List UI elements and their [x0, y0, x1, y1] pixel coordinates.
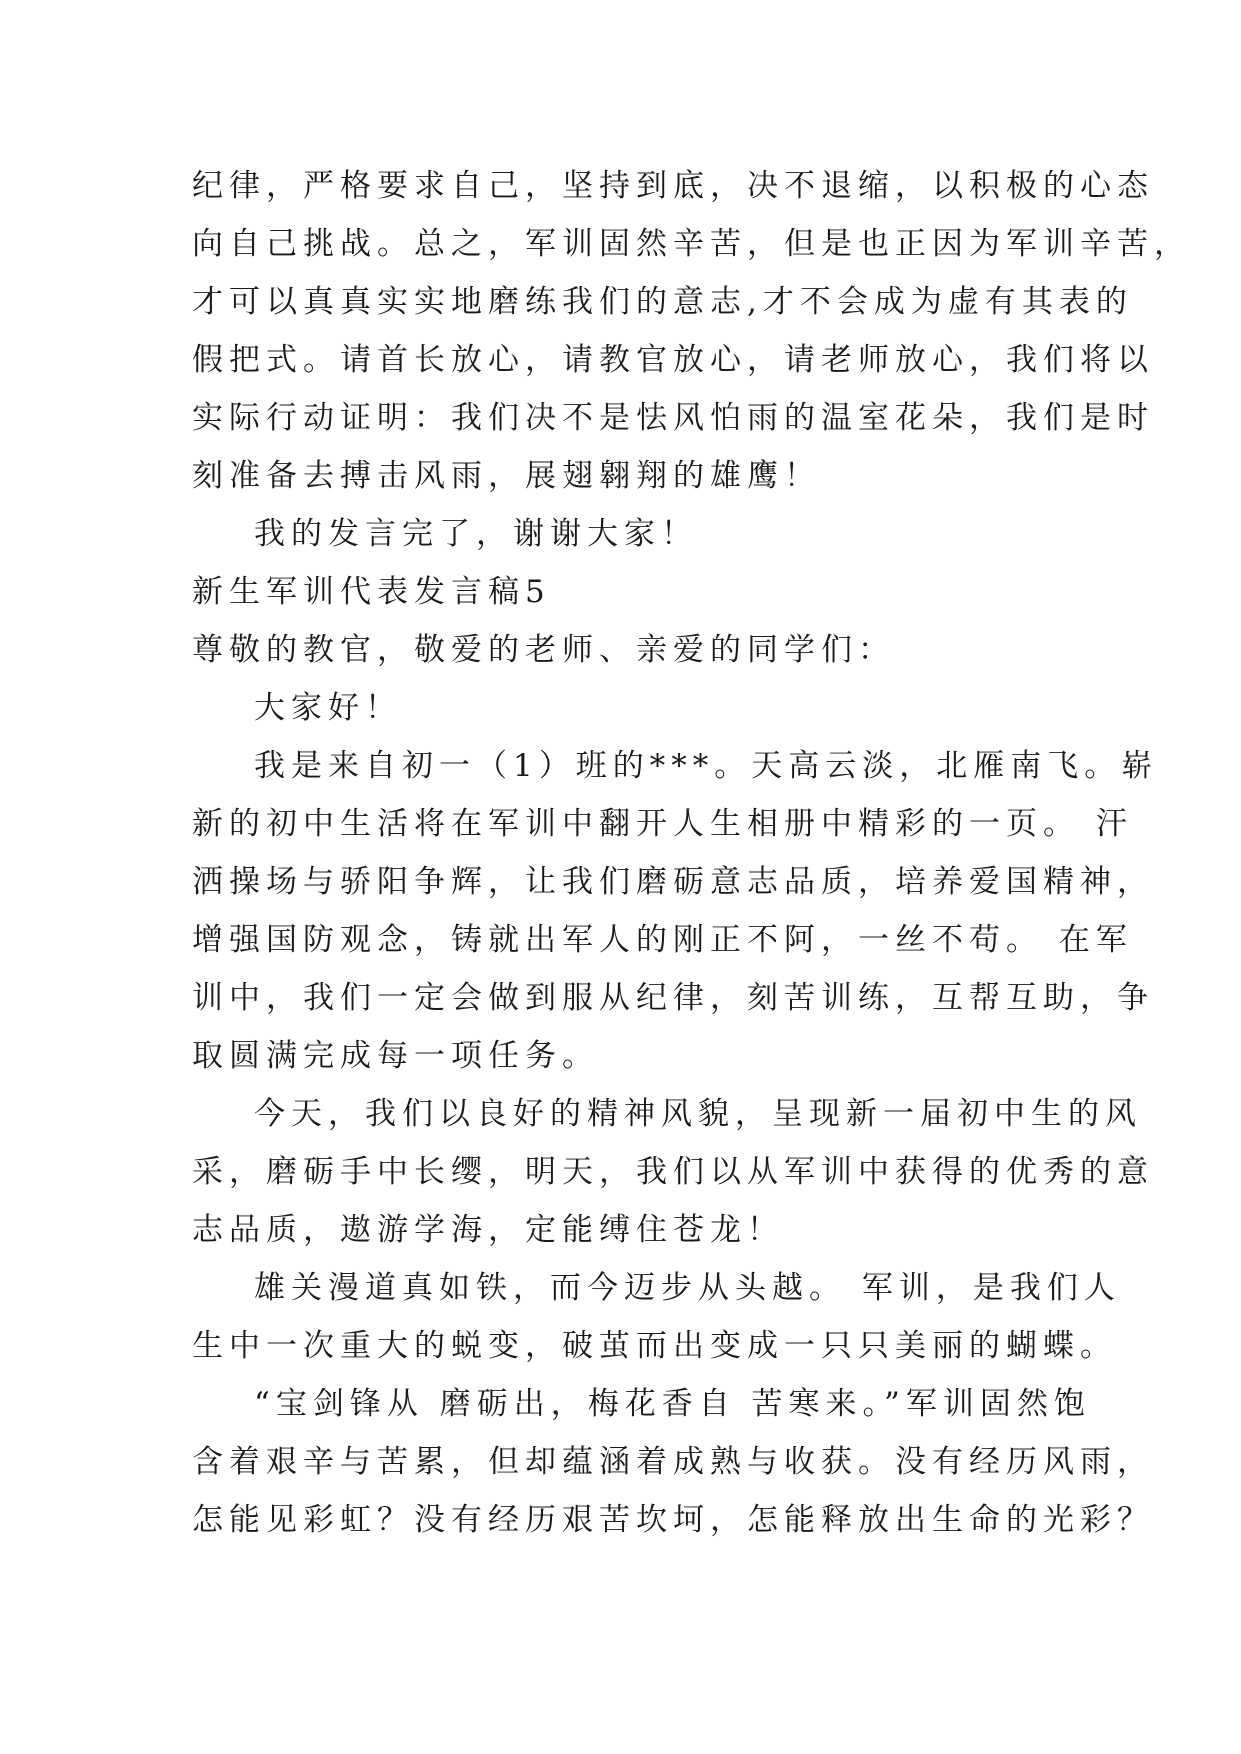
- text-line: 向自己挑战。总之，军训固然辛苦，但是也正因为军训辛苦，: [192, 226, 1191, 262]
- document-body: [192, 157, 1191, 1549]
- text-line: 雄关漫道真如铁，而今迈步从头越。 军训，是我们人: [254, 1270, 1121, 1306]
- closing-line: 我的发言完了，谢谢大家！: [254, 516, 698, 552]
- text-line: 刻准备去搏击风雨，展翅翱翔的雄鹰！: [192, 458, 821, 494]
- salutation: 尊敬的教官，敬爱的老师、亲爱的同学们：: [192, 632, 895, 668]
- text-line: 新的初中生活将在军训中翻开人生相册中精彩的一页。 汗: [192, 806, 1133, 842]
- text-line: 实际行动证明：我们决不是怯风怕雨的温室花朵，我们是时: [192, 400, 1154, 436]
- text-line: 怎能见彩虹？没有经历艰苦坎坷，怎能释放出生命的光彩？: [192, 1502, 1154, 1538]
- text-line: 我是来自初一（1）班的***。天高云淡，北雁南飞。崭: [254, 748, 1159, 784]
- text-line: 假把式。请首长放心，请教官放心，请老师放心，我们将以: [192, 342, 1154, 378]
- text-line: 洒操场与骄阳争辉，让我们磨砺意志品质，培养爱国精神，: [192, 864, 1154, 900]
- greeting: 大家好！: [254, 690, 402, 726]
- text-line: 今天，我们以良好的精神风貌，呈现新一届初中生的风: [254, 1096, 1142, 1132]
- text-line: 生中一次重大的蜕变，破茧而出变成一只只美丽的蝴蝶。: [192, 1328, 1117, 1364]
- text-line: 含着艰辛与苦累，但却蕴涵着成熟与收获。没有经历风雨，: [192, 1444, 1154, 1480]
- text-line: 才可以真真实实地磨练我们的意志,才不会成为虚有其表的: [192, 284, 1133, 320]
- text-line: 采，磨砺手中长缨，明天，我们以从军训中获得的优秀的意: [192, 1154, 1154, 1190]
- section-title: 新生军训代表发言稿5: [192, 574, 551, 610]
- text-line: 训中，我们一定会做到服从纪律，刻苦训练，互帮互助，争: [192, 980, 1154, 1016]
- text-line: 增强国防观念，铸就出军人的刚正不阿，一丝不苟。 在军: [192, 922, 1133, 958]
- text-line: 志品质，遨游学海，定能缚住苍龙！: [192, 1212, 784, 1248]
- text-line: 取圆满完成每一项任务。: [192, 1038, 599, 1074]
- text-line: “宝剑锋从 磨砺出，梅花香自 苦寒来。”军训固然饱: [254, 1386, 1091, 1422]
- text-line: 纪律，严格要求自己，坚持到底，决不退缩，以积极的心态: [192, 168, 1154, 204]
